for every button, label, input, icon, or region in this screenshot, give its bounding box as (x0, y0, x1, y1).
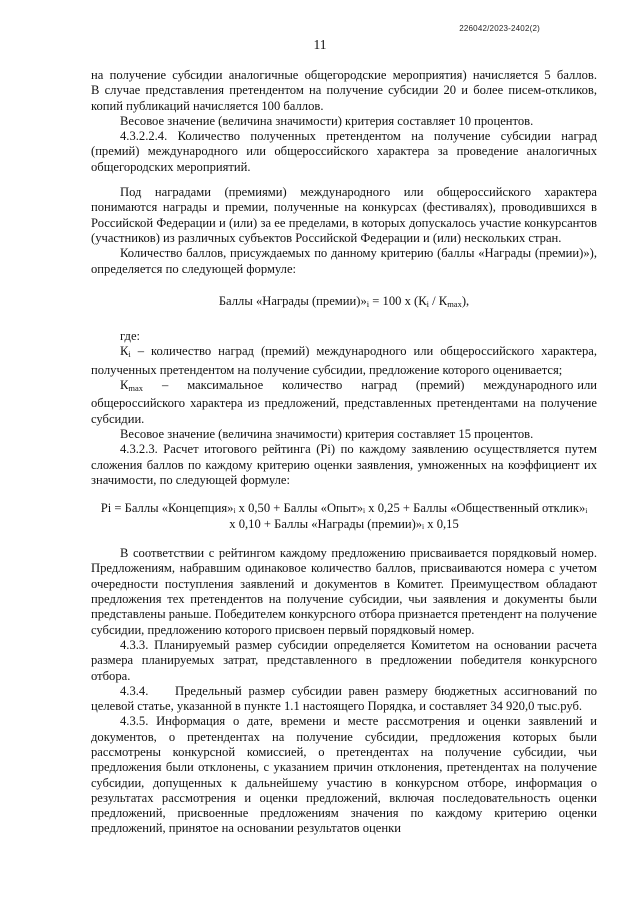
paragraph: 4.3.3. Планируемый размер субсидии определяется Комитетом на основании расчета размера планируемых затрат, представленного в предложении победителя конкурсного отбора. (91, 637, 597, 683)
definition-kmax: $К_{max}$ – максимальное количество наград (премий) международного или общероссийского характера из предложений, представленных претендентами на получение субсидии. (91, 378, 601, 426)
definition-ki: $К_i$ – количество наград (премий) международного или общероссийского характера, полученных претендентом на получение субсидии, предложение которого оценивается; (91, 344, 597, 377)
paragraph-line: В случае представления претендентом на получение субсидии 20 и более писем-откликов, (91, 83, 597, 98)
paragraph: 4.3.4. Предельный размер субсидии равен размеру бюджетных ассигнований по целевой статье, указанной в пункте 1.1 настоящего Порядка, и составляет 34 920,0 тыс.руб. (91, 683, 601, 714)
formula-awards: Баллы «Награды $(премии)»_i = 100$ х $(К_i / К_{max})$, (218, 293, 470, 309)
paragraph: Весовое значение (величина значимости) критерия составляет 10 процентов. (120, 113, 534, 128)
where-label: где: (120, 329, 141, 344)
document-number: 226042/2023-2402(2) (459, 24, 540, 33)
paragraph: Под наградами (премиями) международного или общероссийского характера понимаются награды и премии, полученные на конкурсах (фестивалях), проводившихся в Российской Федерации и (или) за ее пределами, в которых допускалось участие конкурсантов (участников) из различных субъектов Российской Федерации и (или) нескольких стран. (91, 185, 597, 245)
paragraph: 4.3.2.3. Расчет итогового рейтинга (Pi) по каждому заявлению осуществляется путем сложения баллов по каждому критерию оценки заявления, умноженных на коэффициент их значимости, по следующей формуле: (91, 442, 597, 487)
formula-rating (91, 500, 597, 532)
paragraph-line: копий публикаций начисляется 100 баллов. (91, 98, 324, 113)
paragraph: 4.3.2.2.4. Количество полученных претендентом на получение субсидии наград (премий) международного или общероссийского характера за проведение аналогичных общегородских мероприятий. (91, 129, 597, 174)
page-number: 11 (313, 37, 327, 52)
paragraph: 4.3.5. Информация о дате, времени и месте рассмотрения и оценки заявлений и документов, о претендентах на получение субсидии, предложения которых были рассмотрены конкурсной комиссией, о претендентах на получение субсидии, чьи предложения были отклонены, с указанием причин отклонения, претендентах на получение субсидии, допущенных к дальнейшему участию в конкурсном отборе, информация о результатах рассмотрения и оценки предложений, включая последовательность оценки предложений, присвоенные предложениям значения по каждому критерию оценки предложений, принятое на основании результатов оценки (91, 714, 597, 836)
paragraph: В соответствии с рейтингом каждому предложению присваивается порядковый номер. Предложениям, набравшим одинаковое количество баллов, присваиваются номера с учетом очередности поступления заявлений и документов в Комитет. Преимуществом обладают предложения тех претендентов на получение субсидии, чьи заявления и документы были представлены раньше. Победителем конкурсного отбора признается претендент на получение субсидии, предложению которого присвоен первый порядковый номер. (91, 546, 597, 637)
document-body (91, 68, 601, 837)
formula-rating-line-1: Pi = Баллы «Концепция»ᵢ х 0,50 + Баллы «Опыт»ᵢ х 0,25 + Баллы «Общественный отклик»ᵢ (100, 501, 588, 516)
formula-rating-line-2: х 0,10 + Баллы «Награды (премии)»ᵢ х 0,15 (229, 517, 459, 532)
paragraph: Количество баллов, присуждаемых по данному критерию (баллы «Награды (премии)»), определяется по следующей формуле: (91, 246, 597, 276)
paragraph-line: на получение субсидии аналогичные общегородские мероприятия) начисляется 5 баллов. (91, 68, 597, 82)
paragraph: Весовое значение (величина значимости) критерия составляет 15 процентов. (120, 426, 534, 441)
